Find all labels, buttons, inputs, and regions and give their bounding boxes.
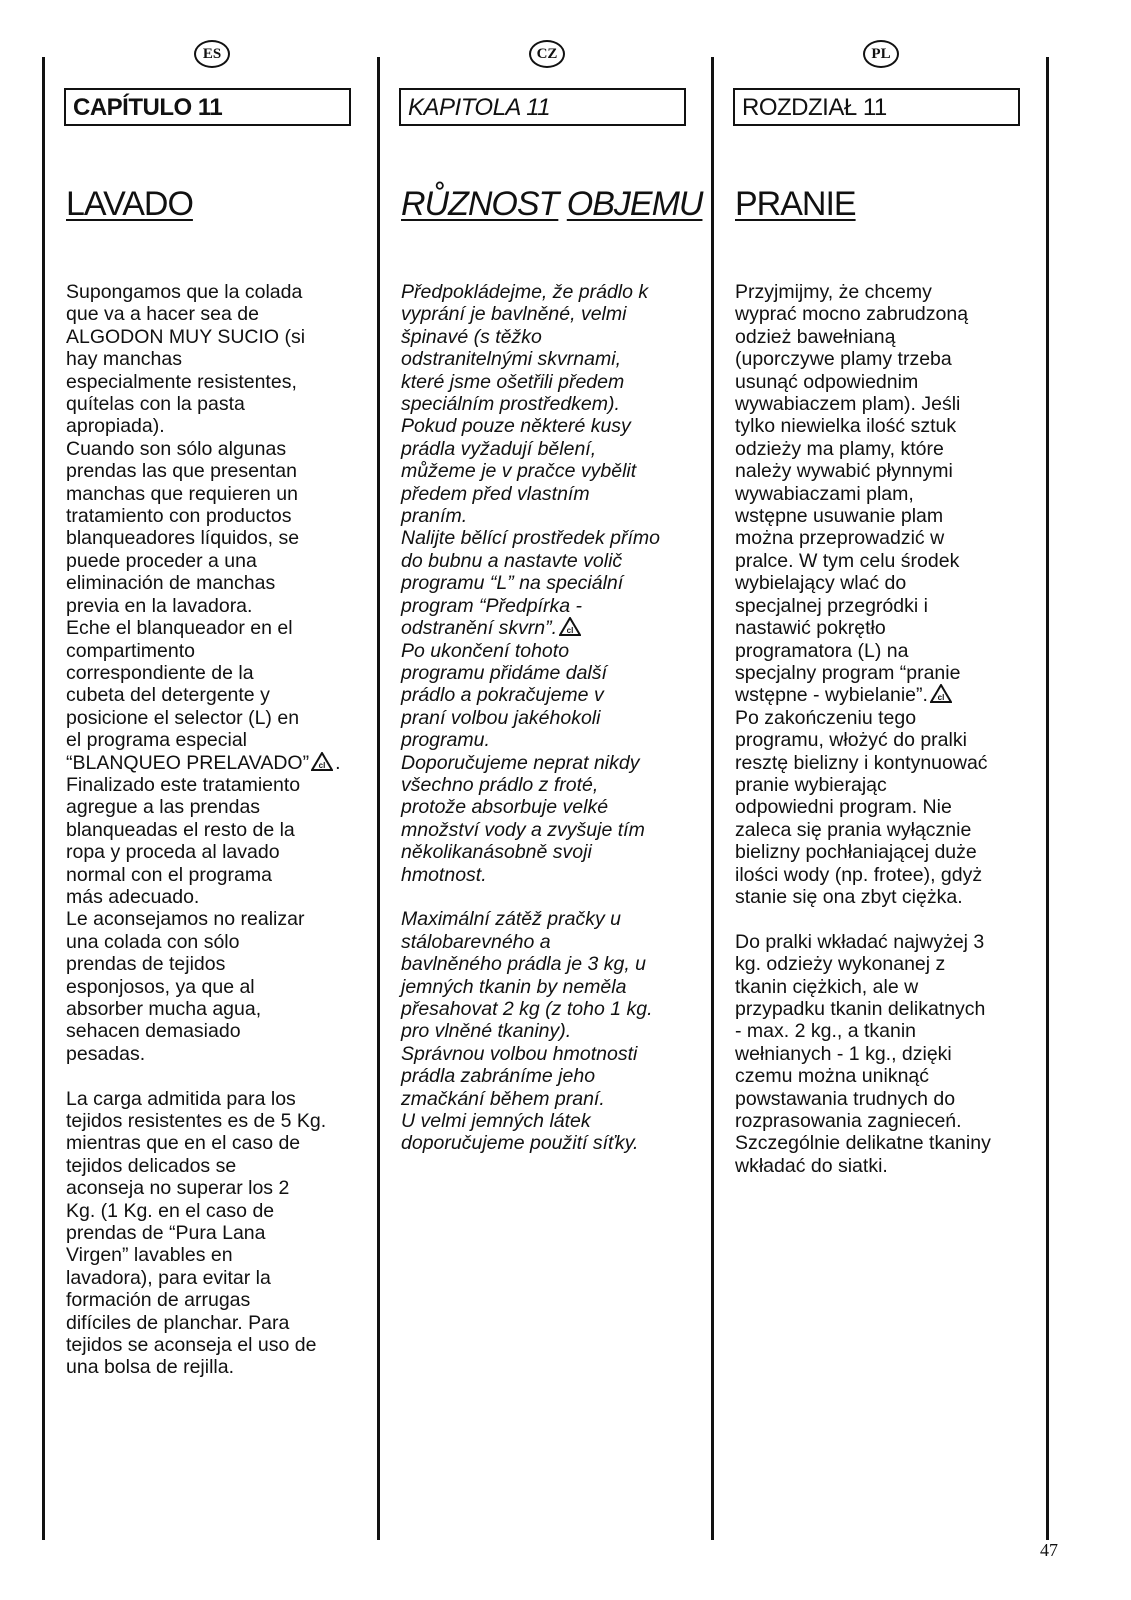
text-line	[66, 1020, 366, 1042]
text-line	[401, 550, 701, 572]
text-line	[735, 348, 1035, 370]
text-line	[66, 1222, 366, 1244]
section-title-text-es: LAVADO	[66, 185, 193, 223]
column-rule-right	[711, 57, 714, 1540]
text-line	[735, 393, 1035, 415]
text-line	[401, 438, 701, 460]
text-line-content: La carga admitida para los	[66, 1087, 296, 1110]
text-line	[66, 572, 366, 594]
section-title-cz	[401, 184, 702, 224]
text-line-content: programu “L” na speciální	[401, 572, 624, 595]
text-line	[401, 752, 701, 774]
text-line	[66, 953, 366, 975]
text-line-content: tratamiento con productos	[66, 505, 292, 528]
text-line	[735, 841, 1035, 863]
text-line	[401, 1043, 701, 1065]
text-line-content: tejidos delicados se	[66, 1154, 237, 1177]
text-line	[66, 1043, 366, 1065]
text-line	[66, 550, 366, 572]
warning-triangle-cl-icon	[930, 684, 952, 703]
text-line-content: odzieży ma plamy, które	[735, 437, 944, 460]
text-line-content: Finalizado este tratamiento	[66, 773, 301, 796]
text-line-content: można przeprowadzić w	[735, 527, 945, 550]
text-line	[401, 527, 701, 549]
text-line-content: absorber mucha agua,	[66, 998, 262, 1020]
text-line	[66, 438, 366, 460]
text-line	[735, 326, 1035, 348]
text-line-content: especialmente resistentes,	[66, 370, 297, 393]
text-line-content: Správnou volbou hmotnosti	[401, 1042, 638, 1065]
text-line-content: czemu można uniknąć	[735, 1065, 930, 1088]
text-line	[401, 953, 701, 975]
text-line-content: programatora (L) na	[735, 639, 909, 662]
text-line	[735, 527, 1035, 549]
text-line	[66, 1200, 366, 1222]
text-line-content: pranie wybierając	[735, 773, 887, 796]
text-line	[735, 595, 1035, 617]
text-line-content: wełnianych - 1 kg., dzięki	[735, 1042, 952, 1065]
text-line-content: Doporučujeme neprat nikdy	[401, 751, 640, 774]
text-line-content: můžeme je v pračce vybělit	[401, 460, 637, 483]
text-line-content: difíciles de planchar. Para	[66, 1311, 290, 1334]
text-line-content: špinavé (s těžko	[401, 325, 542, 348]
text-line-content: specjalny program “pranie	[735, 661, 961, 684]
text-line-content: lavadora), para evitar la	[66, 1266, 271, 1289]
text-line	[401, 684, 701, 706]
text-line	[401, 707, 701, 729]
text-line-content: tejidos resistentes es de 5 Kg.	[66, 1110, 327, 1133]
text-line-content: correspondiente de la	[66, 661, 254, 684]
text-line	[401, 348, 701, 370]
text-line	[66, 819, 366, 841]
text-line	[735, 864, 1035, 886]
text-line	[66, 595, 366, 617]
text-line	[401, 505, 701, 527]
text-line-content: Pokud pouze některé kusy	[401, 415, 631, 438]
text-line	[401, 1065, 701, 1087]
text-line	[66, 527, 366, 549]
text-line-content: previa en la lavadora.	[66, 594, 253, 617]
text-line	[66, 752, 366, 774]
text-line-content: aconseja no superar los 2	[66, 1177, 290, 1200]
text-line	[66, 1356, 366, 1378]
text-line	[66, 774, 366, 796]
text-line-content: praní volbou jakéhokoli	[401, 706, 601, 729]
paragraph-gap	[401, 886, 701, 908]
text-line-content: bavlněného prádla je 3 kg, u	[401, 953, 647, 976]
text-line	[66, 976, 366, 998]
text-line	[66, 371, 366, 393]
text-line-content: compartimento	[66, 639, 195, 662]
text-line-content: posicione el selector (L) en	[66, 706, 300, 729]
warning-triangle-cl-icon	[311, 752, 333, 771]
text-line	[401, 415, 701, 437]
text-line	[401, 796, 701, 818]
text-line	[401, 326, 701, 348]
text-line	[735, 572, 1035, 594]
text-line	[401, 774, 701, 796]
text-line	[735, 1088, 1035, 1110]
text-line	[401, 640, 701, 662]
text-line-content: předem před vlastním	[401, 482, 590, 505]
text-line	[401, 1110, 701, 1132]
text-line	[735, 774, 1035, 796]
text-line	[735, 303, 1035, 325]
text-line-content: kg. odzieży wykonanej z	[735, 953, 946, 976]
section-title-text-pl: PRANIE	[735, 185, 856, 223]
text-line	[66, 640, 366, 662]
text-line	[735, 976, 1035, 998]
text-line	[735, 707, 1035, 729]
svg-text:cl: cl	[566, 626, 574, 636]
text-line	[66, 796, 366, 818]
text-line-content: wstępne usuwanie plam	[735, 505, 944, 528]
chapter-heading-cz: KAPITOLA 11	[399, 88, 686, 126]
text-line-content: wyprać mocno zabrudzoną	[735, 303, 969, 326]
text-line	[735, 550, 1035, 572]
text-line	[66, 1110, 366, 1132]
text-line-content: stálobarevného a	[401, 930, 551, 953]
text-line	[66, 886, 366, 908]
text-line-content: Maximální zátěž pračky u	[401, 908, 621, 931]
text-line-content: wywabiaczami plam,	[735, 482, 914, 505]
text-line-content: které jsme ošetřili předem	[401, 370, 625, 393]
text-line	[401, 595, 701, 617]
text-line	[401, 931, 701, 953]
text-line	[66, 303, 366, 325]
text-line-content: tkanin ciężkich, ale w	[735, 975, 919, 998]
text-line-content: pesadas.	[66, 1042, 146, 1065]
text-line-content: protože absorbuje velké	[401, 796, 609, 819]
text-line-content: Cuando son sólo algunas	[66, 437, 287, 460]
text-line-content: praním.	[401, 505, 468, 528]
text-line-content: que va a hacer sea de	[66, 303, 259, 326]
text-line-content: všechno prádlo z froté,	[401, 773, 599, 796]
text-line-content: množství vody a zvyšuje tím	[401, 818, 645, 841]
text-line-content: zmačkání během praní.	[401, 1087, 605, 1110]
text-line	[66, 1312, 366, 1334]
text-line	[66, 1132, 366, 1154]
text-line-content: należy wywabić płynnymi	[735, 460, 953, 483]
text-line	[66, 908, 366, 930]
text-line-content: más adecuado.	[66, 885, 200, 908]
text-line	[66, 460, 366, 482]
text-line-content: odzież bawełnianą	[735, 325, 896, 348]
text-line-content: několikanásobně svoji	[401, 841, 592, 864]
text-line-content: Le aconsejamos no realizar	[66, 908, 305, 931]
text-line	[735, 953, 1035, 975]
text-line-content: Eche el blanqueador en el	[66, 617, 293, 640]
text-line-content: odstranitelnými skvrnami,	[401, 348, 621, 371]
text-line	[66, 348, 366, 370]
text-line	[735, 662, 1035, 684]
text-line-content: program “Předpírka -	[401, 594, 582, 617]
text-line-content: prendas de tejidos	[66, 953, 226, 976]
text-line	[735, 617, 1035, 639]
section-title-part1-cz: RŮZNOST	[401, 185, 559, 223]
text-line-content: speciálním prostředkem).	[401, 393, 620, 416]
text-line-content: vyprání je bavlněné, velmi	[401, 303, 627, 326]
body-text-cz	[401, 281, 701, 1155]
text-line	[401, 864, 701, 886]
text-line-content: Nalijte bělící prostředek přímo	[401, 527, 661, 550]
text-line	[401, 572, 701, 594]
text-line	[735, 796, 1035, 818]
text-line-content: wstępne - wybielanie”.	[735, 684, 928, 707]
svg-text:cl: cl	[937, 693, 945, 703]
warning-triangle-cl-icon	[559, 617, 581, 636]
text-line	[66, 483, 366, 505]
paragraph-gap	[66, 1065, 366, 1087]
text-line	[735, 998, 1035, 1020]
text-line-content: tejidos se aconseja el uso de	[66, 1334, 317, 1357]
section-title-part2-cz: OBJEMU	[566, 185, 703, 223]
text-line	[66, 505, 366, 527]
text-line-content: eliminación de manchas	[66, 572, 276, 595]
text-line	[401, 662, 701, 684]
body-text-pl	[735, 281, 1035, 1177]
column-rule-center	[377, 57, 380, 1540]
text-line-content: odpowiedni program. Nie	[735, 796, 952, 819]
text-line-content: nastawić pokrętło	[735, 617, 886, 640]
text-line-content: do bubnu a nastavte volič	[401, 549, 623, 572]
text-line-content: Supongamos que la colada	[66, 281, 303, 303]
text-line	[401, 998, 701, 1020]
text-line	[401, 729, 701, 751]
text-line-content: ropa y proceda al lavado	[66, 841, 280, 864]
page-number: 47	[1040, 1540, 1058, 1560]
text-line	[735, 1132, 1035, 1154]
text-line	[735, 1110, 1035, 1132]
text-line	[401, 483, 701, 505]
language-badge-cz: CZ	[529, 40, 565, 68]
text-line-content: Do pralki wkładać najwyżej 3	[735, 930, 985, 953]
text-line-content: prádlo a pokračujeme v	[401, 684, 604, 707]
text-line-content: specjalnej przegródki i	[735, 594, 928, 617]
text-line	[401, 281, 701, 303]
text-line-content: normal con el programa	[66, 863, 272, 886]
text-line	[66, 1088, 366, 1110]
text-line	[735, 684, 1035, 706]
text-line-content: manchas que requieren un	[66, 482, 298, 505]
text-line-content: mientras que en el caso de	[66, 1132, 301, 1155]
text-line-content: Przyjmijmy, że chcemy	[735, 281, 932, 303]
text-line-content: - max. 2 kg., a tkanin	[735, 1020, 916, 1043]
text-line	[66, 662, 366, 684]
text-line	[66, 1155, 366, 1177]
text-line	[66, 1334, 366, 1356]
section-title-es	[66, 184, 193, 224]
text-line	[66, 617, 366, 639]
text-line	[401, 371, 701, 393]
text-line	[401, 1020, 701, 1042]
text-line	[401, 908, 701, 930]
text-line	[401, 303, 701, 325]
text-line	[401, 819, 701, 841]
text-line-content: ALGODON MUY SUCIO (si	[66, 325, 306, 348]
text-line-content: tylko niewielka ilość sztuk	[735, 415, 957, 438]
text-line-content: přesahovat 2 kg (z toho 1 kg.	[401, 997, 653, 1020]
text-line-content: przypadku tkanin delikatnych	[735, 997, 986, 1020]
text-line	[735, 886, 1035, 908]
text-line-content: prendas de “Pura Lana	[66, 1222, 266, 1245]
text-line-content: hmotnost.	[401, 863, 487, 886]
text-line	[66, 998, 366, 1020]
text-line-content: powstawania trudnych do	[735, 1087, 956, 1110]
text-line-content: Virgen” lavables en	[66, 1244, 233, 1267]
text-line	[66, 415, 366, 437]
body-text-es	[66, 281, 366, 1379]
text-line-content: el programa especial	[66, 729, 248, 752]
text-line	[735, 505, 1035, 527]
text-line-content: rozprasowania zagnieceń.	[735, 1110, 962, 1133]
text-line	[735, 1065, 1035, 1087]
text-line-content: Po zakończeniu tego	[735, 706, 917, 729]
column-rule-left	[42, 57, 45, 1540]
text-line	[735, 729, 1035, 751]
text-line	[66, 1267, 366, 1289]
section-title-pl	[735, 184, 856, 224]
text-line	[735, 460, 1035, 482]
text-line	[401, 617, 701, 639]
text-line-content: formación de arrugas	[66, 1289, 251, 1312]
paragraph-gap	[735, 908, 1035, 930]
text-line-content: sehacen demasiado	[66, 1020, 241, 1043]
column-rule-far-right	[1046, 57, 1049, 1540]
text-line-content: U velmi jemných látek	[401, 1110, 591, 1133]
text-line	[66, 1177, 366, 1199]
language-badge-es: ES	[194, 40, 230, 68]
text-line-content: hay manchas	[66, 348, 182, 371]
text-line-content: stanie się ona zbyt ciężka.	[735, 885, 963, 908]
text-line-content: prendas las que presentan	[66, 460, 297, 483]
text-line-content: prádla vyžadují bělení,	[401, 437, 597, 460]
text-line-content: pralce. W tym celu środek	[735, 549, 960, 572]
text-line-content: Kg. (1 Kg. en el caso de	[66, 1199, 275, 1222]
text-line	[735, 483, 1035, 505]
text-line	[735, 931, 1035, 953]
text-line	[66, 393, 366, 415]
text-line-content: zaleca się prania wyłącznie	[735, 818, 972, 841]
chapter-heading-es: CAPÍTULO 11	[64, 88, 351, 126]
text-line	[735, 438, 1035, 460]
text-line	[66, 684, 366, 706]
text-line-content: usunąć odpowiednim	[735, 370, 919, 393]
text-line	[401, 393, 701, 415]
text-line-content: wywabiaczem plam). Jeśli	[735, 393, 961, 416]
text-line-content: prádla zabráníme jeho	[401, 1065, 596, 1088]
text-line-content: wkładać do siatki.	[735, 1154, 888, 1177]
text-line-content: ilości wody (np. frotee), gdyż	[735, 863, 983, 886]
text-line	[401, 841, 701, 863]
text-line	[66, 729, 366, 751]
text-line-content: doporučujeme použití síťky.	[401, 1132, 639, 1155]
text-line-content: (uporczywe plamy trzeba	[735, 348, 952, 371]
text-line	[735, 819, 1035, 841]
text-line-content: resztę bielizny i kontynuować	[735, 751, 988, 774]
text-line	[66, 864, 366, 886]
text-line	[66, 707, 366, 729]
text-line	[735, 640, 1035, 662]
language-badge-pl: PL	[863, 40, 899, 68]
text-line	[735, 1043, 1035, 1065]
text-line-content: agregue a las prendas	[66, 796, 261, 819]
text-line	[735, 752, 1035, 774]
text-line-suffix: .	[335, 751, 341, 774]
text-line-content: odstranění skvrn”.	[401, 617, 558, 640]
chapter-heading-pl: ROZDZIAŁ 11	[733, 88, 1020, 126]
text-line-content: Szczególnie delikatne tkaniny	[735, 1132, 991, 1155]
text-line	[735, 1155, 1035, 1177]
text-line	[66, 1289, 366, 1311]
text-line-content: pro vlněné tkaniny).	[401, 1020, 572, 1043]
text-line	[401, 1132, 701, 1154]
text-line-content: una bolsa de rejilla.	[66, 1356, 235, 1379]
text-line	[401, 460, 701, 482]
text-line-content: puede proceder a una	[66, 549, 257, 572]
text-line-content: apropiada).	[66, 415, 165, 438]
text-line-content: Předpokládejme, že prádlo k	[401, 281, 649, 303]
text-line	[66, 1244, 366, 1266]
text-line-content: programu.	[401, 729, 490, 752]
text-line-content: “BLANQUEO PRELAVADO”	[66, 751, 310, 774]
svg-text:cl: cl	[318, 760, 326, 770]
text-line	[735, 371, 1035, 393]
text-line-content: quítelas con la pasta	[66, 393, 245, 416]
text-line-content: jemných tkanin by neměla	[401, 975, 627, 998]
text-line-content: Po ukončení tohoto	[401, 639, 570, 662]
text-line-content: cubeta del detergente y	[66, 684, 270, 707]
text-line	[735, 281, 1035, 303]
text-line-content: wybielający wlać do	[735, 572, 907, 595]
text-line-content: una colada con sólo	[66, 930, 240, 953]
text-line-content: blanqueadores líquidos, se	[66, 527, 300, 550]
text-line	[66, 931, 366, 953]
text-line-content: blanqueadas el resto de la	[66, 818, 295, 841]
text-line-content: bielizny pochłaniającej duże	[735, 841, 977, 864]
text-line-content: programu, włożyć do pralki	[735, 729, 967, 752]
text-line	[66, 281, 366, 303]
text-line	[66, 326, 366, 348]
text-line	[66, 841, 366, 863]
text-line-content: programu přidáme další	[401, 661, 607, 684]
text-line-content: esponjosos, ya que al	[66, 975, 255, 998]
text-line	[401, 976, 701, 998]
text-line	[401, 1088, 701, 1110]
text-line	[735, 415, 1035, 437]
text-line	[735, 1020, 1035, 1042]
